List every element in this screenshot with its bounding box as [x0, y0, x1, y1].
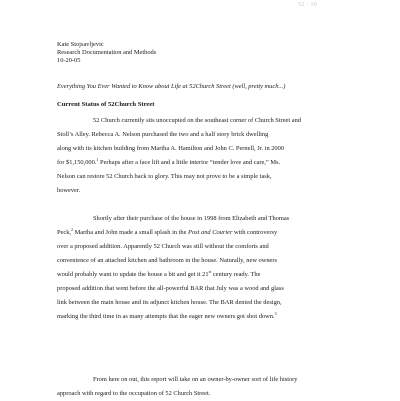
paragraph-text: would probably want to update the house a bit and get it 21: [57, 271, 209, 278]
paragraph-line: [57, 310, 347, 324]
document-header: [57, 41, 156, 66]
paragraph-line: link between the main house and its adjunct kitchen house. The BAR denied the design,: [57, 299, 282, 306]
paragraph-line: [57, 268, 347, 282]
paragraph-line: 52 Church currently sits unoccupied on the southeast corner of Church Street and: [93, 117, 301, 124]
footnote-ref-3: 3: [274, 311, 277, 316]
paragraph-line: convenience of an attached kitchen and bathroom in the house. Naturally, new owners: [57, 257, 277, 264]
paragraph-1: [57, 114, 347, 198]
paragraph-text: marking the third time in as many attempts that the eager new owners got shot down.: [57, 313, 275, 320]
paragraph-line: proposed addition that went before the all-powerful BAR that July was a wood and glass: [57, 285, 284, 292]
paragraph-line: Stoll’s Alley. Rebecca A. Nelson purchased the two and a half story brick dwelling: [57, 131, 269, 138]
page-stamp: 52 - 16: [298, 2, 318, 8]
footnote-ref-2: 2: [71, 227, 74, 232]
paragraph-line: however.: [57, 187, 81, 194]
document-date: 10-20-05: [57, 57, 81, 65]
price-text: for $1,150,000.: [57, 159, 97, 166]
paragraph-text: century ready. The: [211, 271, 261, 278]
paragraph-2: [57, 212, 347, 324]
paragraph-text: Peck,: [57, 229, 72, 236]
paragraph-line: along with its kitchen building from Martha A. Hamilton and John C. Pernell, Jr. in 2000: [57, 145, 285, 152]
paragraph-line: Nelson can restore 52 Church back to glory. This may not prove to be a simple task,: [57, 173, 272, 180]
paragraph-line: [57, 156, 347, 170]
paragraph-line: From here on out, this report will take on an owner-by-owner sort of life history: [93, 376, 298, 383]
paragraph-line: [57, 226, 347, 240]
section-heading: Current Status of 52Church Street: [57, 101, 155, 108]
newspaper-title: Post and Courier: [188, 229, 233, 236]
course-name: Research Documentation and Methods: [57, 49, 157, 57]
paragraph-line: approach with regard to the occupation of 52 Church Street.: [57, 390, 211, 397]
paragraph-text: Martha and John made a small splash in the: [73, 229, 189, 236]
author-name: Kate Stojsavljevic: [57, 41, 104, 48]
document-title: Everything You Ever Wanted to Know about Life at 52Church Street (well, pretty much...): [57, 83, 286, 90]
ordinal-suffix: st: [208, 269, 212, 274]
paragraph-text: with controversy: [232, 229, 278, 236]
footnote-ref-1: 1: [96, 157, 99, 162]
paragraph-line: Shortly after their purchase of the house in 1998 from Elizabeth and Thomas: [93, 215, 290, 222]
paragraph-line: over a proposed addition. Apparently 52 Church was still without the comforts and: [57, 243, 269, 250]
paragraph-text: Perhaps after a face lift and a little interior “tender love and care,” Ms.: [100, 159, 281, 166]
paragraph-3: [57, 373, 347, 401]
